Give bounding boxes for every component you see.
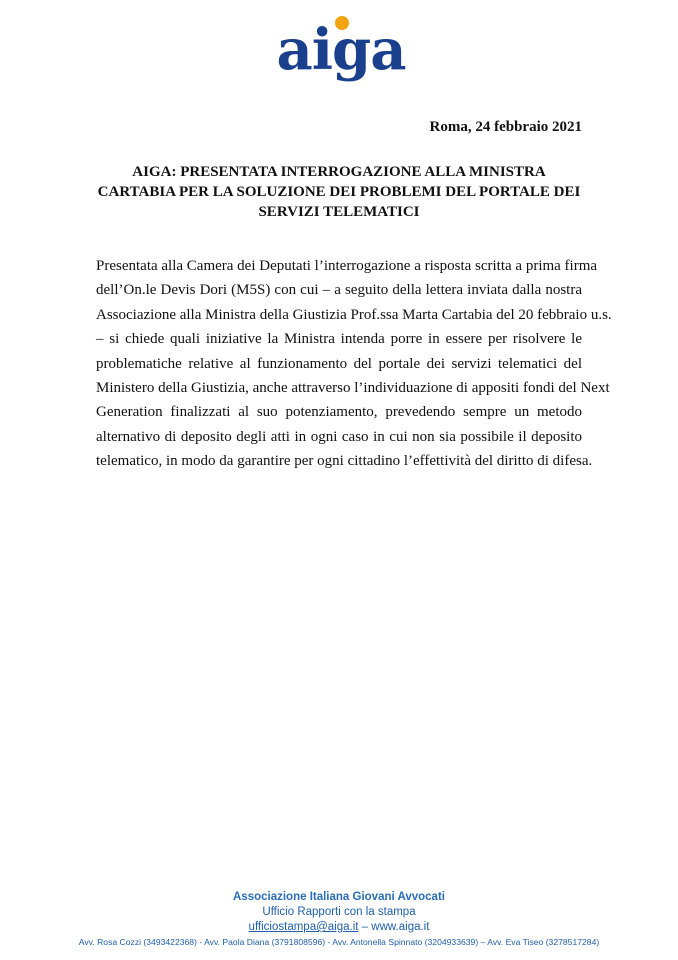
document-footer <box>0 890 678 949</box>
body-line: – si chiede quali iniziative la Ministra intenda porre in essere per risolvere le <box>96 331 582 348</box>
body-line: telematico, in modo da garantire per ogni cittadino l’effettività del diritto di difesa. <box>96 453 593 470</box>
logo-text: aiga <box>276 17 406 83</box>
footer-office: Ufficio Rapporti con la stampa <box>262 906 416 918</box>
footer-press-contacts: Avv. Rosa Cozzi (3493422368) - Avv. Paola Diana (3791808596) - Avv. Antonella Spinnato (3204933639) – Avv. Eva Tiseo (3278517284) <box>78 937 600 947</box>
footer-contact <box>0 920 678 935</box>
body-line: dell’On.le Devis Dori (M5S) con cui – a seguito della lettera inviata dalla nostra <box>96 282 582 299</box>
body-line: Generation finalizzati al suo potenziamento, prevedendo sempre un metodo <box>96 404 582 421</box>
body-line: Associazione alla Ministra della Giustizia Prof.ssa Marta Cartabia del 20 febbraio u.s. <box>96 306 612 323</box>
body-line: problematiche relative al funzionamento del portale dei servizi telematici del <box>96 355 582 372</box>
body-line: Ministero della Giustizia, anche attraverso l’individuazione di appositi fondi del Next <box>96 379 610 396</box>
footer-organization: Associazione Italiana Giovani Avvocati <box>233 891 445 903</box>
title-line: CARTABIA PER LA SOLUZIONE DEI PROBLEMI DEL PORTALE DEI <box>97 184 581 200</box>
body-line: alternativo di deposito degli atti in ogni caso in cui non sia possibile il deposito <box>96 428 582 445</box>
title-line: SERVIZI TELEMATICI <box>258 204 420 220</box>
title-line: AIGA: PRESENTATA INTERROGAZIONE ALLA MINISTRA <box>132 164 546 180</box>
footer-separator: – <box>358 921 372 933</box>
footer-website-link[interactable]: www.aiga.it <box>371 921 430 933</box>
footer-email-link[interactable]: ufficiostampa@aiga.it <box>248 921 359 933</box>
body-line: Presentata alla Camera dei Deputati l’interrogazione a risposta scritta a prima firma <box>96 258 598 274</box>
document-title <box>80 162 598 222</box>
document-date: Roma, 24 febbraio 2021 <box>429 119 582 135</box>
document-body <box>96 254 612 474</box>
aiga-logo <box>276 14 406 84</box>
